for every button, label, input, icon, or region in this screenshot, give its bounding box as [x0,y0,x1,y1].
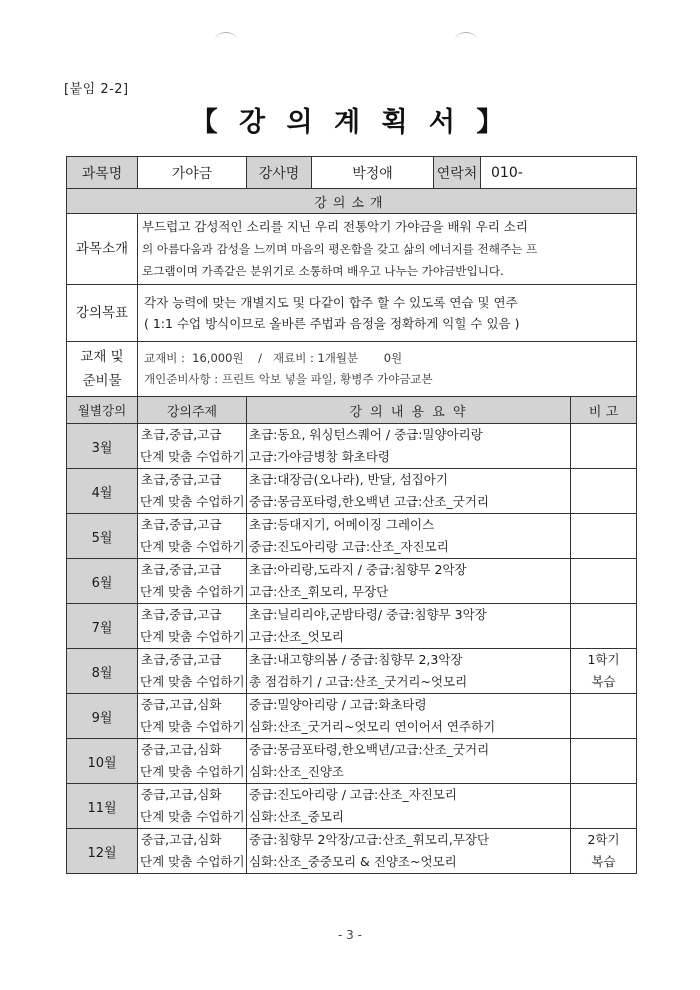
goal-line: 각자 능력에 맞는 개별지도 및 다같이 합주 할 수 있도록 연습 및 연주 [144,295,518,310]
content-line: 초급:아리랑,도라지 / 중급:침향무 2악장 [249,562,467,577]
topic-line: 초급,중급,고급 [141,652,222,667]
remarks-cell [571,649,637,694]
intro-section-heading: 강의소개 [67,189,637,214]
topic-line: 단계 맞춤 수업하기 [140,674,245,689]
remarks-line: 2학기 [587,832,620,847]
remarks-cell [571,559,637,604]
topic-line: 단계 맞춤 수업하기 [140,539,245,554]
topic-cell [138,469,247,514]
month-cell: 3월 [67,424,138,469]
course-name-value: 가야금 [138,157,247,189]
col-monthly-lecture: 월별강의 [67,397,138,424]
month-cell: 12월 [67,829,138,874]
remarks-line [571,694,636,716]
content-line: 중급:몽금포타령,한오백년 고급:산조_굿거리 [249,494,489,509]
goal-label: 강의목표 [67,285,138,342]
schedule-row [67,829,637,874]
instructor-label: 강사명 [247,157,312,189]
content-line: 초급:등대지기, 어메이징 그레이스 [249,517,435,532]
month-cell: 8월 [67,649,138,694]
content-line: 중급:밀양아리랑 / 고급:화초타령 [249,697,427,712]
content-line: 초급:대장금(오나라), 반달, 섬집아기 [249,472,448,487]
remarks-cell [571,469,637,514]
topic-line: 초급,중급,고급 [141,472,222,487]
schedule-row [67,514,637,559]
topic-line: 중급,고급,심화 [141,697,222,712]
content-cell [247,829,571,874]
remarks-line: 복습 [591,854,616,869]
remarks-line [571,716,636,738]
col-remarks: 비 고 [571,397,637,424]
content-line: 초급:동요, 워싱턴스퀘어 / 중급:밀양아리랑 [249,427,483,442]
topic-line: 단계 맞춤 수업하기 [140,449,245,464]
month-cell: 6월 [67,559,138,604]
remarks-cell [571,784,637,829]
remarks-line [571,581,636,603]
topic-line: 초급,중급,고급 [141,517,222,532]
topic-cell [138,739,247,784]
content-cell [247,604,571,649]
contact-label: 연락처 [434,157,481,189]
month-cell: 10월 [67,739,138,784]
remarks-line [571,626,636,648]
remarks-cell [571,829,637,874]
remarks-line: 1학기 [587,652,620,667]
month-cell: 5월 [67,514,138,559]
course-overview [138,214,637,285]
topic-cell [138,694,247,739]
materials-label-line: 교재 및 [80,349,124,365]
content-line: 심화:산조_굿거리~엇모리 연이어서 연주하기 [249,719,496,734]
content-cell [247,559,571,604]
topic-line: 초급,중급,고급 [141,562,222,577]
schedule-row [67,784,637,829]
month-cell: 11월 [67,784,138,829]
topic-cell [138,604,247,649]
remarks-line [571,424,636,446]
remarks-cell [571,604,637,649]
materials-line: 개인준비사항 : 프린트 악보 넣을 파일, 황병주 가야금교본 [144,372,433,386]
remarks-line [571,806,636,828]
schedule-row [67,424,637,469]
content-line: 심화:산조_진양조 [249,764,344,779]
topic-line: 초급,중급,고급 [141,427,222,442]
content-cell [247,649,571,694]
col-lecture-topic: 강의주제 [138,397,247,424]
remarks-cell [571,739,637,784]
topic-cell [138,649,247,694]
course-goal [138,285,637,342]
schedule-row [67,649,637,694]
remarks-line [571,491,636,513]
contact-value: 010- [481,157,637,189]
topic-line: 중급,고급,심화 [141,832,222,847]
topic-cell [138,829,247,874]
remarks-line: 복습 [591,674,616,689]
overview-line: 부드럽고 감성적인 소리를 지닌 우리 전통악기 가야금을 배워 우리 소리 [142,219,528,234]
content-line: 고급:가야금병창 화초타령 [249,449,391,464]
remarks-cell [571,514,637,559]
content-cell [247,469,571,514]
topic-line: 단계 맞춤 수업하기 [140,854,245,869]
overview-line: 의 아름다움과 감성을 느끼며 마음의 평온함을 갖고 삶의 에너지를 전해주는 프 [142,242,538,256]
schedule-row [67,739,637,784]
content-cell [247,514,571,559]
content-line: 초급:내고향의봄 / 중급:침향무 2,3악장 [249,652,463,667]
content-cell [247,694,571,739]
materials-line: 교재비 : 16,000원 / 재료비 : 1개월분 0원 [144,351,403,365]
topic-cell [138,784,247,829]
remarks-line [571,559,636,581]
instructor-value: 박정애 [312,157,434,189]
remarks-line [571,536,636,558]
topic-line: 단계 맞춤 수업하기 [140,494,245,509]
content-line: 중급:진도아리랑 / 고급:산조_자진모리 [249,787,457,802]
content-line: 초급:닐리리야,군밤타령/ 중급:침향무 3악장 [249,607,487,622]
content-line: 심화:산조_중중모리 & 진양조~엇모리 [249,854,457,869]
overview-label: 과목소개 [67,214,138,285]
overview-line: 로그램이며 가족같은 분위기로 소통하며 배우고 나누는 가야금반입니다. [142,264,504,278]
content-cell [247,739,571,784]
schedule-row [67,694,637,739]
document-title: 【 강 의 계 획 서 】 [190,107,510,138]
content-cell [247,424,571,469]
topic-line: 단계 맞춤 수업하기 [140,584,245,599]
lecture-plan-table [66,156,637,874]
attachment-label: [붙임 2-2] [64,82,129,97]
topic-cell [138,514,247,559]
content-line: 중급:침향무 2악장/고급:산조_휘모리,무장단 [249,832,490,847]
col-content-summary: 강 의 내 용 요 약 [247,397,571,424]
content-cell [247,784,571,829]
topic-line: 단계 맞춤 수업하기 [140,719,245,734]
content-line: 중급:몽금포타령,한오백년/고급:산조_굿거리 [249,742,490,757]
page-number: - 3 - [338,928,362,942]
topic-line: 단계 맞춤 수업하기 [140,809,245,824]
content-line: 심화:산조_중모리 [249,809,344,824]
materials-label [67,342,138,397]
month-cell: 4월 [67,469,138,514]
content-line: 중급:진도아리랑 고급:산조_자진모리 [249,539,449,554]
schedule-rows [67,424,637,874]
topic-line: 단계 맞춤 수업하기 [140,764,245,779]
remarks-line [571,604,636,626]
remarks-line [571,739,636,761]
month-cell: 7월 [67,604,138,649]
topic-cell [138,424,247,469]
remarks-line [571,469,636,491]
materials-info [138,342,637,397]
topic-cell [138,559,247,604]
binder-hole-left [215,32,237,47]
topic-line: 초급,중급,고급 [141,607,222,622]
goal-line: ( 1:1 수업 방식이므로 올바른 주법과 음정을 정확하게 익힐 수 있음 ) [144,316,520,331]
topic-line: 단계 맞춤 수업하기 [140,629,245,644]
remarks-line [571,446,636,468]
remarks-line [571,784,636,806]
topic-line: 중급,고급,심화 [141,787,222,802]
content-line: 고급:산조_휘모리, 무장단 [249,584,389,599]
remarks-line [571,514,636,536]
binder-hole-right [455,32,477,47]
remarks-line [571,761,636,783]
month-cell: 9월 [67,694,138,739]
materials-label-line: 준비물 [82,373,122,389]
topic-line: 중급,고급,심화 [141,742,222,757]
schedule-row [67,604,637,649]
course-name-label: 과목명 [67,157,138,189]
schedule-row [67,469,637,514]
remarks-cell [571,694,637,739]
remarks-cell [571,424,637,469]
content-line: 총 점검하기 / 고급:산조_굿거리~엇모리 [249,674,468,689]
content-line: 고급:산조_엇모리 [249,629,344,644]
schedule-row [67,559,637,604]
